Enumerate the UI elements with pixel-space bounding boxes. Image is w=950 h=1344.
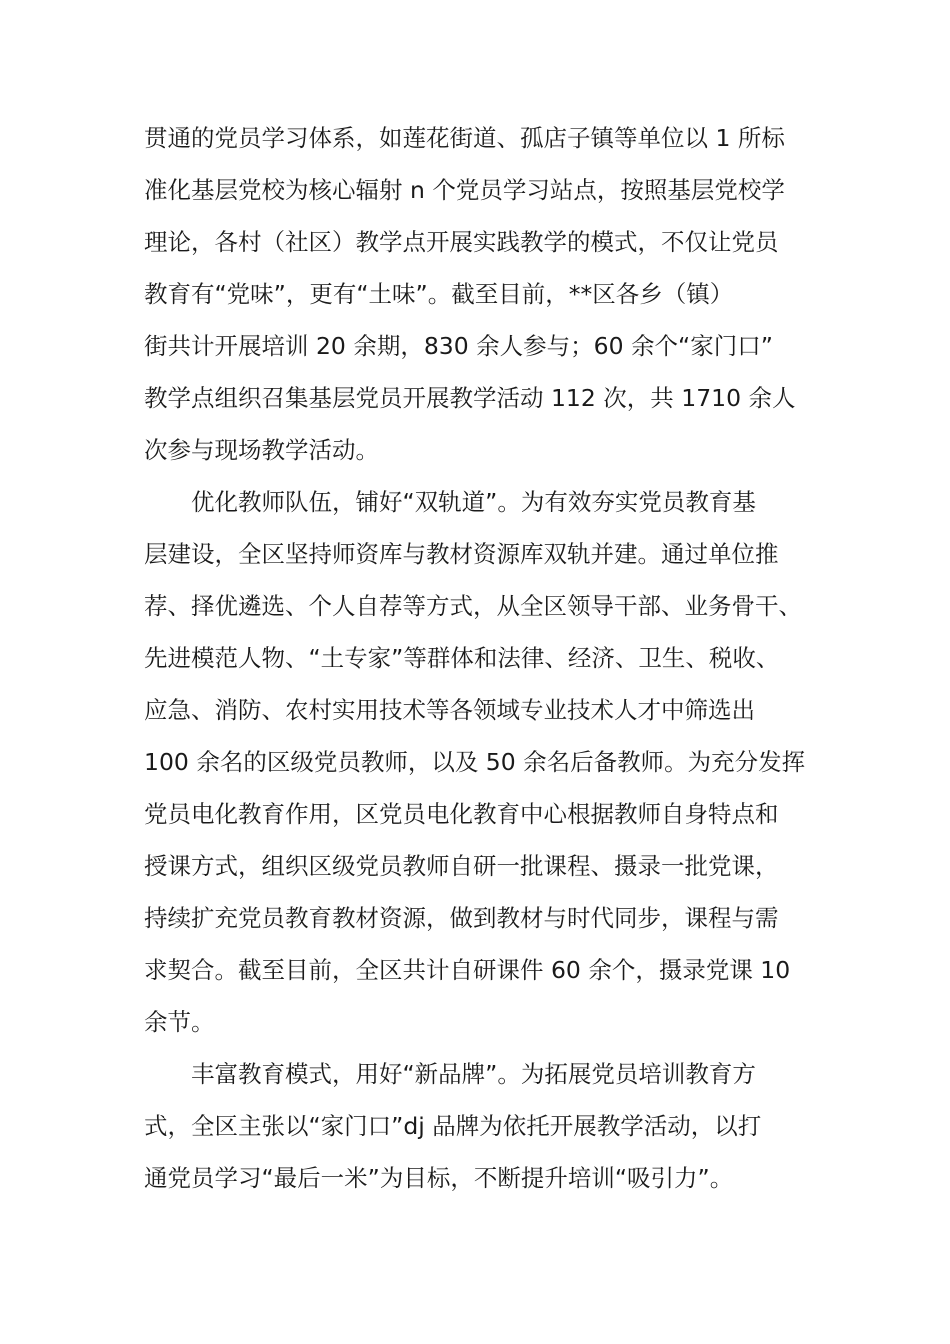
text-line: 余节。 [144,1008,215,1036]
text-line: 授课方式，组织区级党员教师自研一批课程、摄录一批党课， [144,852,779,880]
text-line: 教学点组织召集基层党员开展教学活动 112 次，共 1710 余人 [144,384,796,412]
text-line: 持续扩充党员教育教材资源，做到教材与时代同步，课程与需 [144,904,779,932]
text-line: 式，全区主张以“家门口”dj 品牌为依托开展教学活动，以打 [144,1112,762,1140]
text-line: 教育有“党味”，更有“土味”。截至目前，**区各乡（镇） [144,280,734,308]
text-line: 100 余名的区级党员教师，以及 50 余名后备教师。为充分发挥 [144,748,806,776]
paragraph-3 [144,1048,824,1204]
text-line: 贯通的党员学习体系，如莲花街道、孤店子镇等单位以 1 所标 [144,124,785,152]
text-line: 准化基层党校为核心辐射 n 个党员学习站点，按照基层党校学 [144,176,785,204]
text-line: 丰富教育模式，用好“新品牌”。为拓展党员培训教育方 [191,1060,756,1088]
text-line: 应急、消防、农村实用技术等各领域专业技术人才中筛选出 [144,696,755,724]
text-line: 党员电化教育作用，区党员电化教育中心根据教师自身特点和 [144,800,779,828]
text-line: 层建设，全区坚持师资库与教材资源库双轨并建。通过单位推 [144,540,779,568]
text-line: 优化教师队伍，铺好“双轨道”。为有效夯实党员教育基 [191,488,756,516]
text-line: 先进模范人物、“土专家”等群体和法律、经济、卫生、税收、 [144,644,780,672]
text-line: 街共计开展培训 20 余期，830 余人参与；60 余个“家门口” [144,332,773,360]
text-line: 通党员学习“最后一米”为目标，不断提升培训“吸引力”。 [144,1164,734,1192]
paragraph-1 [144,112,824,476]
text-line: 理论，各村（社区）教学点开展实践教学的模式，不仅让党员 [144,228,779,256]
document-body [144,112,824,1204]
text-line: 求契合。截至目前，全区共计自研课件 60 余个，摄录党课 10 [144,956,791,984]
text-line: 荐、择优遴选、个人自荐等方式，从全区领导干部、业务骨干、 [144,592,802,620]
text-line: 次参与现场教学活动。 [144,436,379,464]
paragraph-2 [144,476,824,1048]
